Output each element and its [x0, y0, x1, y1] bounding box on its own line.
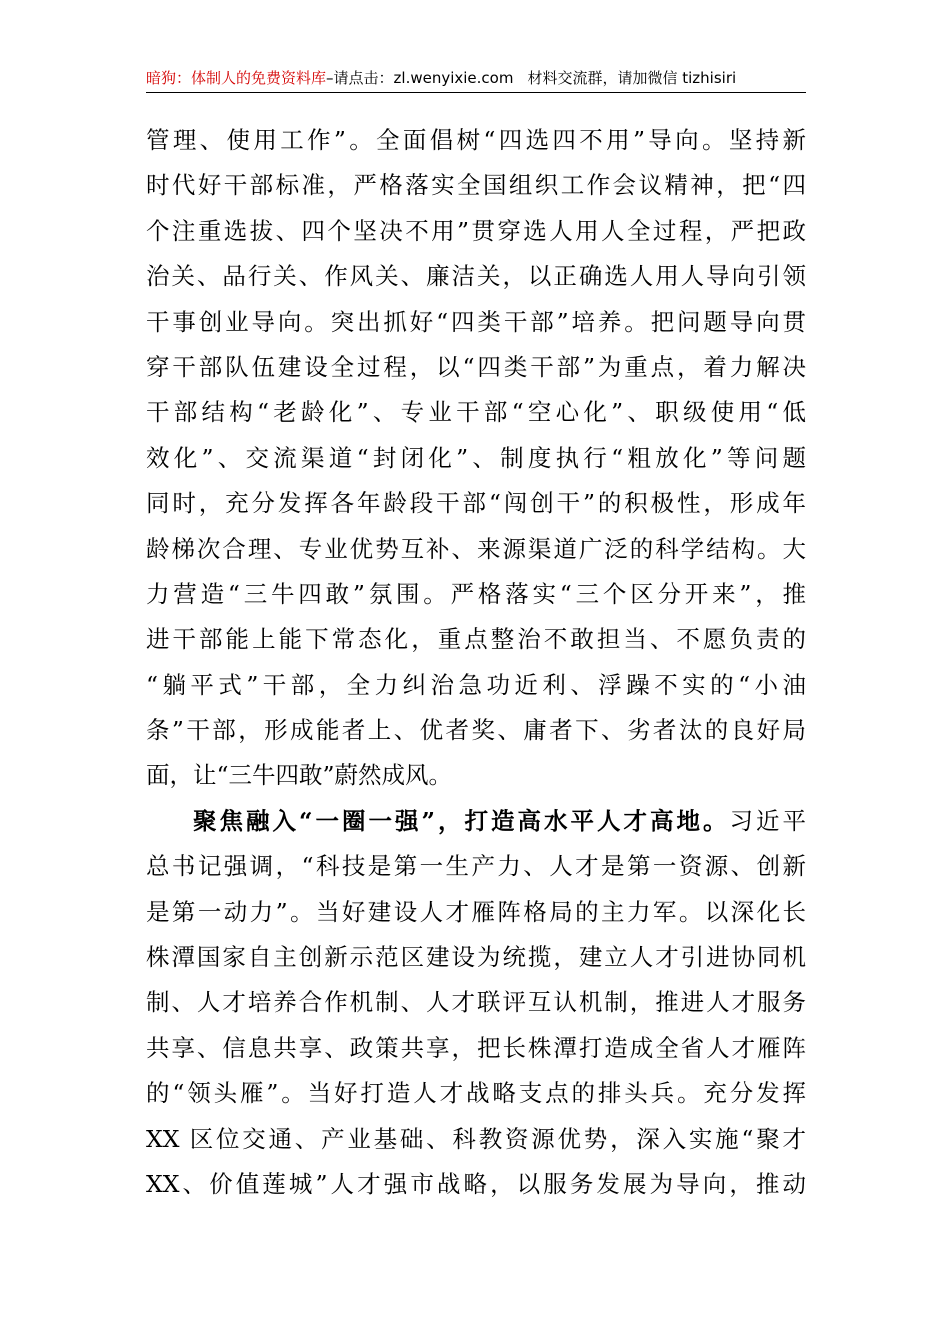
header-contact: 材料交流群，请加微信 tizhisiri — [527, 69, 737, 87]
page-header — [146, 66, 806, 90]
paragraph-line: 面，让“三牛四敢”蔚然成风。 — [146, 761, 453, 790]
paragraph-line: 效化”、交流渠道“封闭化”、制度执行“粗放化”等问题 — [146, 443, 806, 472]
paragraph-line: 进干部能上能下常态化，重点整治不敢担当、不愿负责的 — [146, 625, 806, 654]
paragraph-line: 力营造“三牛四敢”氛围。严格落实“三个区分开来”，推 — [146, 579, 806, 608]
paragraph-line: 干部结构“老龄化”、专业干部“空心化”、职级使用“低 — [146, 398, 806, 427]
paragraph-line-rest: 习近平 — [729, 806, 806, 835]
header-link[interactable]: zl.wenyixie.com — [393, 69, 514, 87]
paragraph-line: “躺平式”干部，全力纠治急功近利、浮躁不实的“小油 — [146, 670, 806, 699]
paragraph-line: 总书记强调，“科技是第一生产力、人才是第一资源、创新 — [146, 852, 806, 881]
paragraph-line: 的“领头雁”。当好打造人才战略支点的排头兵。充分发挥 — [146, 1079, 806, 1108]
paragraph-heading: 聚焦融入“一圈一强”，打造高水平人才高地。 — [193, 806, 730, 835]
paragraph-line: 条”干部，形成能者上、优者奖、庸者下、劣者汰的良好局 — [146, 716, 806, 745]
paragraph-line: 制、人才培养合作机制、人才联评互认机制，推进人才服务 — [146, 988, 806, 1017]
document-body — [146, 118, 806, 1207]
paragraph-line: 穿干部队伍建设全过程，以“四类干部”为重点，着力解决 — [146, 352, 806, 381]
paragraph-line: 时代好干部标准，严格落实全国组织工作会议精神，把“四 — [146, 171, 806, 200]
header-brand: 暗狗：体制人的免费资料库 — [146, 69, 327, 87]
paragraph-line: 共享、信息共享、政策共享，把长株潭打造成全省人才雁阵 — [146, 1033, 806, 1062]
paragraph-line: 株潭国家自主创新示范区建设为统揽，建立人才引进协同机 — [146, 943, 806, 972]
paragraph-line: 龄梯次合理、专业优势互补、来源渠道广泛的科学结构。大 — [146, 534, 806, 563]
paragraph-line: 治关、品行关、作风关、廉洁关，以正确选人用人导向引领 — [146, 262, 806, 291]
header-link-prefix: –请点击： — [326, 69, 394, 87]
paragraph-line: 管理、使用工作”。全面倡树“四选四不用”导向。坚持新 — [146, 126, 806, 154]
paragraph-line: 个注重选拔、四个坚决不用”贯穿选人用人全过程，严把政 — [146, 216, 806, 245]
paragraph-line: XX 区位交通、产业基础、科教资源优势，深入实施“聚才 — [146, 1124, 806, 1153]
paragraph-line: 同时，充分发挥各年龄段干部“闯创干”的积极性，形成年 — [146, 489, 806, 518]
paragraph-2-first-line — [146, 799, 806, 844]
header-divider — [146, 92, 806, 93]
paragraph-line: 是第一动力”。当好建设人才雁阵格局的主力军。以深化长 — [146, 897, 806, 926]
paragraph-line: XX、价值莲城”人才强市战略，以服务发展为导向，推动 — [146, 1169, 806, 1198]
paragraph-line: 干事创业导向。突出抓好“四类干部”培养。把问题导向贯 — [146, 307, 806, 336]
